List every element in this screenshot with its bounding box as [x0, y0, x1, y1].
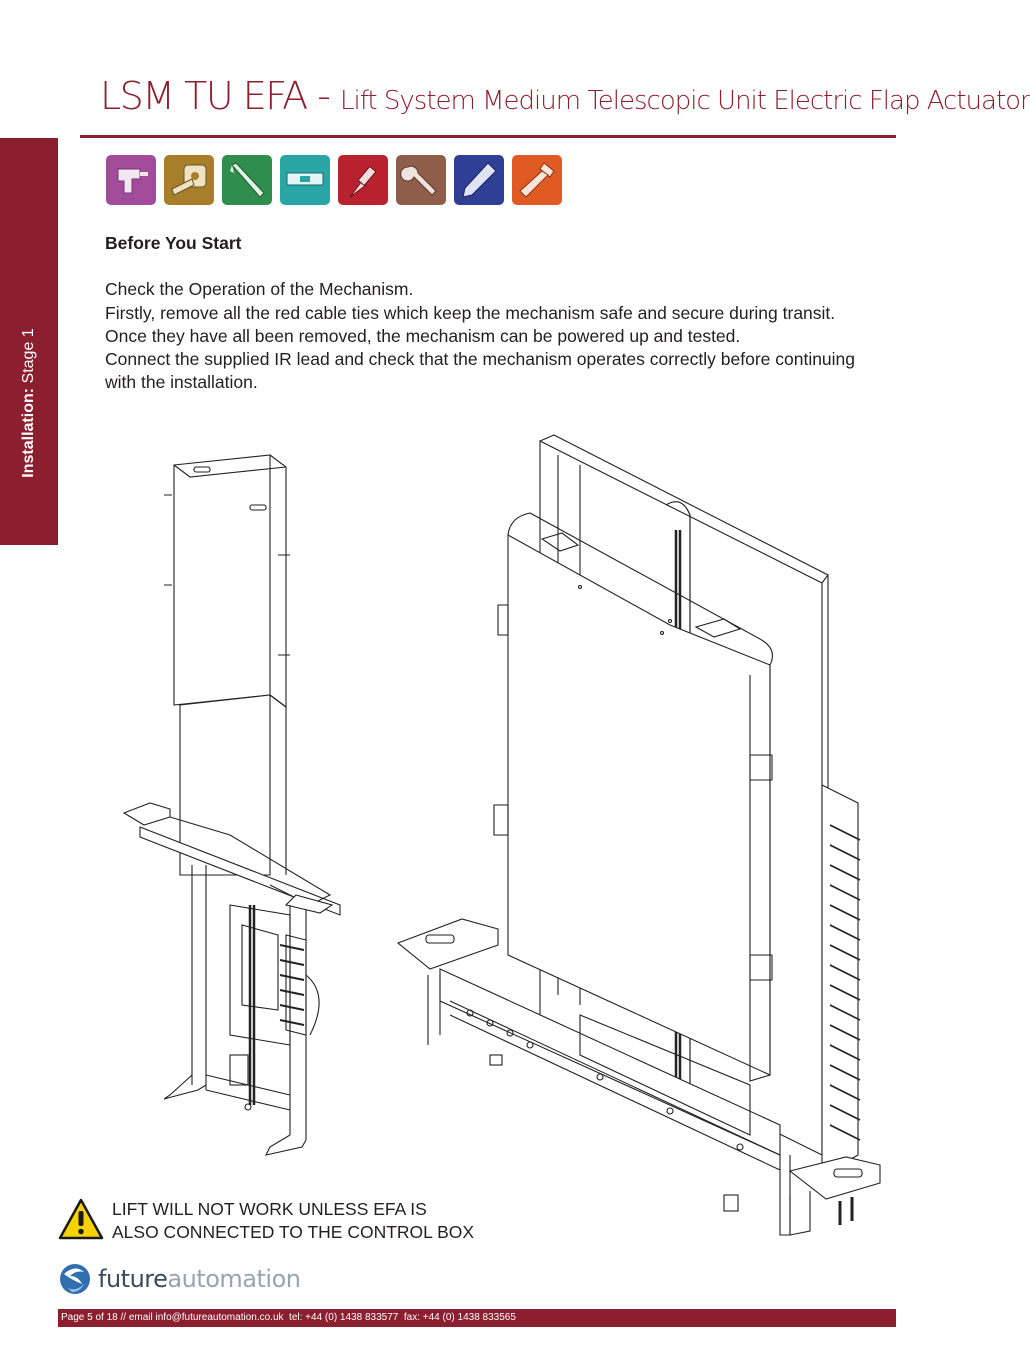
mechanism-diagram — [110, 435, 900, 1250]
side-tab-label-bold: Installation: — [20, 387, 37, 478]
warning-line-2: ALSO CONNECTED TO THE CONTROL BOX — [112, 1222, 475, 1242]
logo-word-future: future — [98, 1265, 168, 1293]
future-automation-logo — [58, 1262, 300, 1296]
warning-notice — [58, 1198, 474, 1244]
spanner-icon — [396, 155, 446, 205]
saw-icon — [512, 155, 562, 205]
warning-icon — [58, 1198, 104, 1240]
instruction-line: Once they have all been removed, the mechanism can be powered up and tested. — [105, 325, 741, 346]
title-main: LSM TU EFA - — [100, 74, 341, 118]
section-heading: Before You Start — [105, 233, 242, 253]
side-tab-label — [20, 328, 38, 477]
logo-swirl-icon — [58, 1262, 92, 1296]
side-tab — [0, 138, 58, 545]
logo-wordmark — [98, 1265, 300, 1293]
mechanism-extended-drawing — [124, 455, 340, 1155]
drill-icon — [106, 155, 156, 205]
title-subtitle: Lift System Medium Telescopic Unit Electric Flap Actuator — [340, 86, 1030, 116]
pencil-icon — [454, 155, 504, 205]
side-tab-label-rest: Stage 1 — [20, 328, 37, 388]
tape-measure-icon — [164, 155, 214, 205]
title-rule — [80, 135, 896, 138]
instructions — [105, 232, 865, 395]
spirit-level-icon — [280, 155, 330, 205]
allen-key-icon — [222, 155, 272, 205]
tool-icons — [106, 155, 562, 205]
mechanism-retracted-drawing — [398, 435, 880, 1235]
logo-word-automation: automation — [167, 1265, 301, 1293]
screwdriver-icon — [338, 155, 388, 205]
warning-line-1: LIFT WILL NOT WORK UNLESS EFA IS — [112, 1199, 427, 1219]
instruction-line: Connect the supplied IR lead and check that the mechanism operates correctly before continuing with the installation. — [105, 349, 856, 393]
page-title — [100, 74, 1030, 124]
page-footer: Page 5 of 18 // email info@futureautomation.co.uk tel: +44 (0) 1438 833577 fax: +44 (0) 1438 833565 — [58, 1309, 896, 1327]
instruction-line: Firstly, remove all the red cable ties which keep the mechanism safe and secure during transit. — [105, 302, 836, 323]
instruction-line: Check the Operation of the Mechanism. — [105, 279, 414, 300]
